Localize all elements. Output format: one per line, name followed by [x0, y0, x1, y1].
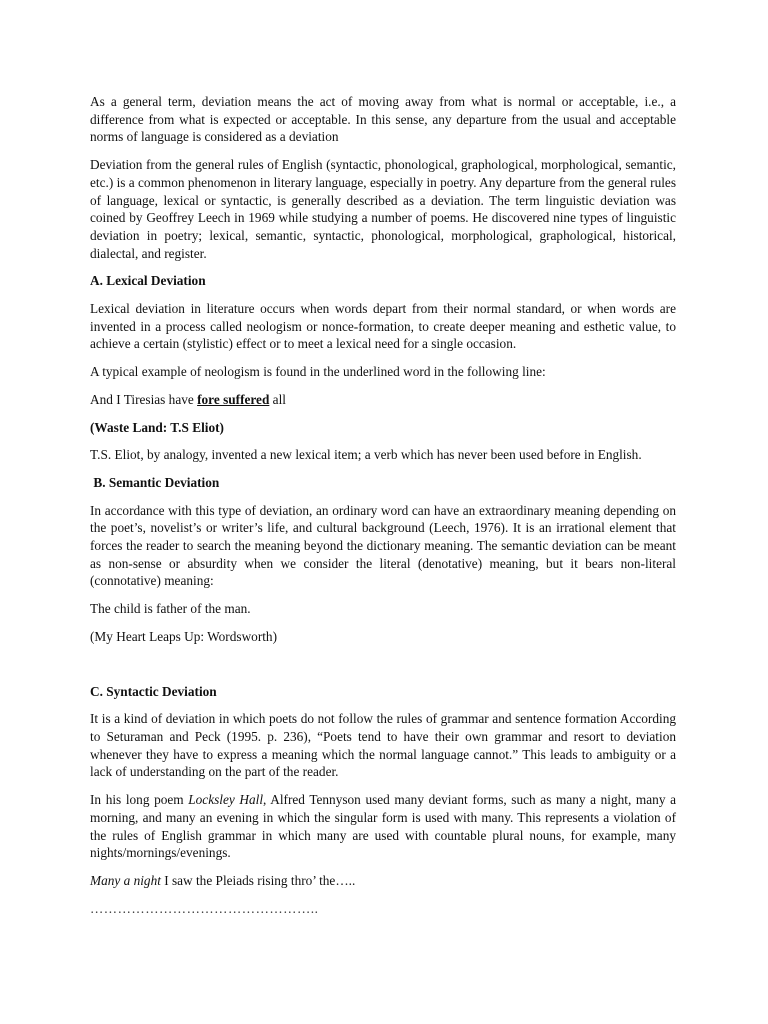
underlined-neologism: fore suffered	[197, 391, 270, 407]
lexical-paragraph-1: Lexical deviation in literature occurs when words depart from their normal standard, or when words are invented in a process called neologism or nonce-formation, to create deeper meaning and esthetic value, to achieve a certain (stylistic) effect or to meet a lexical need for a single occasion.	[90, 301, 676, 352]
syntactic-paragraph-1: It is a kind of deviation in which poets do not follow the rules of grammar and sentence formation According to Seturaman and Peck (1995. p. 236), “Poets tend to have their own grammar and resort to deviation whenever they have to express a meaning which the normal language cannot.” This leads to ambiguity or a lack of understanding on the part of the reader.	[90, 711, 676, 780]
lexical-example-source: (Waste Land: T.S Eliot)	[90, 419, 224, 435]
example-line-rest: I saw the Pleiads rising thro’ the…..	[160, 872, 356, 888]
semantic-example-line: The child is father of the man.	[90, 601, 251, 617]
semantic-paragraph-1: In accordance with this type of deviation, an ordinary word can have an extraordinary meaning depending on the poet’s, novelist’s or writer’s life, and cultural background (Leech, 1976). It is an irrational element that forces the reader to search the meaning beyond the dictionary meaning. The semantic deviation can be meant as non-sense or absurdity when we consider the literal (denotative) meaning, but it bears non-literal (connotative) meaning:	[90, 502, 676, 589]
lexical-example-line	[90, 391, 676, 409]
paragraph-text-rest: , Alfred Tennyson used many deviant forms, such as many a night, many a morning, and many an evening in which the singular form is used with many. This represents a violation of the rules of English grammar in which many are used with countable plural nouns, for example, many nights/mornings/evenings.	[90, 792, 676, 861]
semantic-example-source: (My Heart Leaps Up: Wordsworth)	[90, 628, 278, 644]
syntactic-paragraph-2	[90, 791, 676, 862]
document-body	[90, 93, 676, 927]
heading-syntactic-deviation: C. Syntactic Deviation	[90, 683, 217, 699]
lexical-paragraph-2: A typical example of neologism is found in the underlined word in the following line:	[90, 364, 546, 380]
heading-semantic-deviation: B. Semantic Deviation	[90, 474, 220, 490]
poem-title: Locksley Hall	[188, 792, 264, 808]
ellipsis-line: …………………………………………..	[90, 900, 319, 916]
lexical-paragraph-3: T.S. Eliot, by analogy, invented a new lexical item; a verb which has never been used before in English.	[90, 447, 642, 463]
spacer	[90, 656, 676, 683]
paragraph-text-start: In his long poem	[90, 792, 189, 808]
heading-lexical-deviation: A. Lexical Deviation	[90, 273, 206, 289]
example-italic-phrase: Many a night	[90, 872, 161, 888]
syntactic-example-line	[90, 872, 676, 890]
example-line-start: And I Tiresias have	[90, 391, 198, 407]
intro-paragraph-2: Deviation from the general rules of English (syntactic, phonological, graphological, morphological, semantic, etc.) is a common phenomenon in literary language, especially in poetry. Any departure from the general rules of language, lexical or syntactic, is generally described as a deviation. The term linguistic deviation was coined by Geoffrey Leech in 1969 while studying a number of poems. He discovered nine types of linguistic deviation in poetry; lexical, semantic, syntactic, phonological, morphological, graphological, historical, dialectal, and register.	[90, 157, 676, 261]
intro-paragraph-1: As a general term, deviation means the act of moving away from what is normal or acceptable, i.e., a difference from what is expected or acceptable. In this sense, any departure from the usual and acceptable norms of language is considered as a deviation	[90, 94, 676, 145]
example-line-end: all	[269, 391, 286, 407]
